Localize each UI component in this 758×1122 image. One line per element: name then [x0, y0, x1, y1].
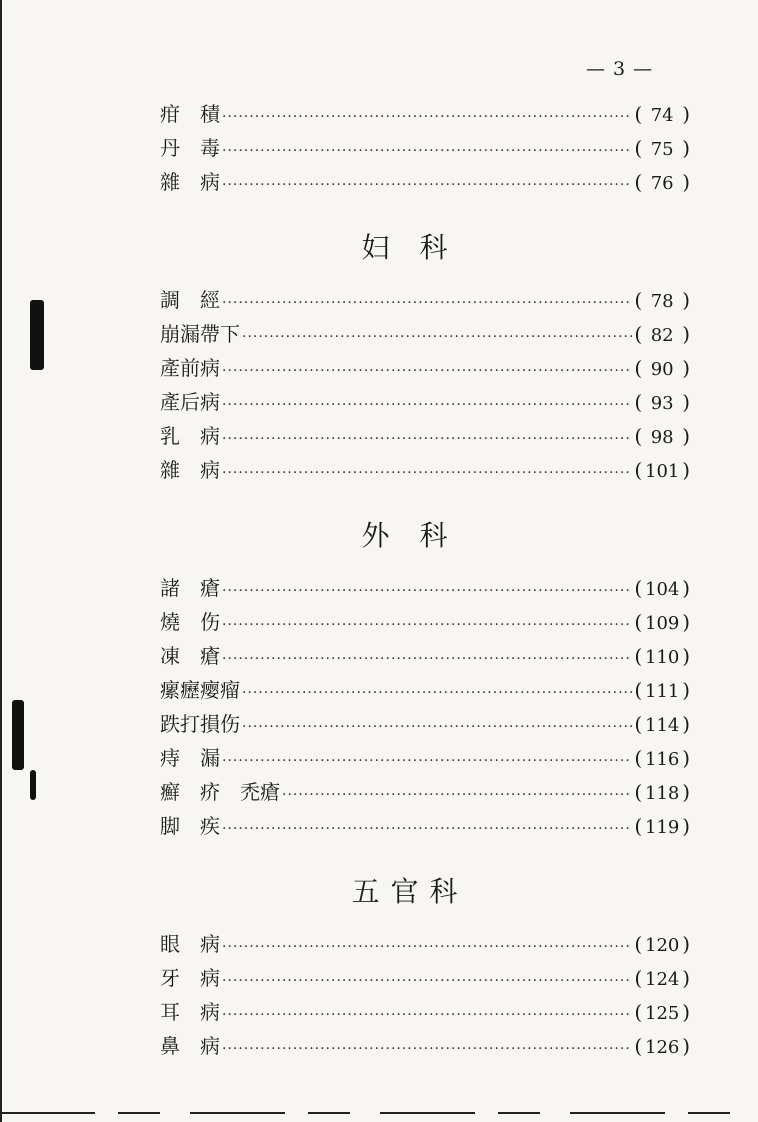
- toc-entry: [160, 132, 690, 166]
- entry-page: ( 116 ): [634, 746, 690, 770]
- leader-dots: [222, 617, 632, 633]
- leader-dots: [222, 177, 632, 193]
- leader-dots: [222, 973, 632, 989]
- entry-label: 雜 病: [160, 170, 220, 194]
- entry-page: ( 126 ): [634, 1034, 690, 1058]
- scan-edge-bottom: [0, 1112, 758, 1114]
- entry-label: 產后病: [160, 390, 220, 414]
- toc-entry: [160, 284, 690, 318]
- leader-dots: [222, 295, 632, 311]
- entry-page: ( 75 ): [634, 136, 690, 160]
- toc-entry: [160, 352, 690, 386]
- entry-page: ( 93 ): [634, 390, 690, 414]
- toc-section: [160, 226, 690, 488]
- entry-label: 脚 疾: [160, 814, 220, 838]
- toc-entry: [160, 98, 690, 132]
- table-of-contents: [160, 98, 690, 1064]
- entry-label: 耳 病: [160, 1000, 220, 1024]
- entry-label: 產前病: [160, 356, 220, 380]
- leader-dots: [222, 821, 632, 837]
- toc-section: [160, 514, 690, 844]
- toc-entry: [160, 166, 690, 200]
- toc-entry: [160, 928, 690, 962]
- toc-entry: [160, 962, 690, 996]
- entry-page: ( 124 ): [634, 966, 690, 990]
- entry-label: 疳 積: [160, 102, 220, 126]
- leader-dots: [222, 651, 632, 667]
- entry-page: ( 119 ): [634, 814, 690, 838]
- entry-label: 乳 病: [160, 424, 220, 448]
- entry-page: ( 114 ): [634, 712, 690, 736]
- entry-page: ( 109 ): [634, 610, 690, 634]
- page-number: — 3 —: [586, 58, 654, 80]
- leader-dots: [222, 1041, 632, 1057]
- entry-page: ( 101 ): [634, 458, 690, 482]
- toc-entry: [160, 454, 690, 488]
- entry-label: 凍 瘡: [160, 644, 220, 668]
- leader-dots: [222, 143, 632, 159]
- toc-entry: [160, 674, 690, 708]
- toc-entry: [160, 996, 690, 1030]
- leader-dots: [222, 397, 632, 413]
- entry-page: ( 82 ): [634, 322, 690, 346]
- entry-page: ( 120 ): [634, 932, 690, 956]
- leader-dots: [282, 787, 632, 803]
- toc-entry: [160, 640, 690, 674]
- entry-label: 丹 毒: [160, 136, 220, 160]
- toc-entry: [160, 708, 690, 742]
- leader-dots: [222, 465, 632, 481]
- entry-page: ( 90 ): [634, 356, 690, 380]
- toc-entry: [160, 318, 690, 352]
- toc-entry: [160, 386, 690, 420]
- entry-label: 牙 病: [160, 966, 220, 990]
- toc-entry: [160, 606, 690, 640]
- toc-entry: [160, 742, 690, 776]
- leader-dots: [222, 939, 632, 955]
- toc-entry: [160, 1030, 690, 1064]
- leader-dots: [222, 431, 632, 447]
- entry-page: ( 125 ): [634, 1000, 690, 1024]
- scan-edge-left: [0, 0, 2, 1122]
- entry-page: ( 111 ): [634, 678, 690, 702]
- toc-section: [160, 98, 690, 200]
- entry-label: 諸 瘡: [160, 576, 220, 600]
- toc-entry: [160, 810, 690, 844]
- entry-page: ( 78 ): [634, 288, 690, 312]
- entry-label: 痔 漏: [160, 746, 220, 770]
- entry-label: 燒 伤: [160, 610, 220, 634]
- leader-dots: [242, 329, 632, 345]
- leader-dots: [242, 719, 632, 735]
- toc-entry: [160, 776, 690, 810]
- entry-label: 調 經: [160, 288, 220, 312]
- entry-label: 眼 病: [160, 932, 220, 956]
- scan-smudge: [30, 300, 44, 370]
- section-title: 五 官 科: [351, 875, 459, 908]
- section-title: 外 科: [361, 519, 449, 552]
- leader-dots: [222, 1007, 632, 1023]
- leader-dots: [222, 583, 632, 599]
- entry-page: ( 118 ): [634, 780, 690, 804]
- entry-page: ( 76 ): [634, 170, 690, 194]
- scan-smudge: [12, 700, 24, 770]
- entry-label: 雜 病: [160, 458, 220, 482]
- toc-section: [160, 870, 690, 1064]
- leader-dots: [222, 363, 632, 379]
- toc-entry: [160, 420, 690, 454]
- leader-dots: [242, 685, 632, 701]
- toc-entry: [160, 572, 690, 606]
- entry-page: ( 110 ): [634, 644, 690, 668]
- scan-smudge: [30, 770, 36, 800]
- entry-label: 瘰癧瘿瘤: [160, 678, 240, 702]
- entry-page: ( 98 ): [634, 424, 690, 448]
- entry-page: ( 104 ): [634, 576, 690, 600]
- leader-dots: [222, 753, 632, 769]
- entry-page: ( 74 ): [634, 102, 690, 126]
- section-title: 妇 科: [361, 231, 449, 264]
- entry-label: 崩漏帶下: [160, 322, 240, 346]
- entry-label: 跌打損伤: [160, 712, 240, 736]
- entry-label: 鼻 病: [160, 1034, 220, 1058]
- entry-label: 癬 疥 禿瘡: [160, 780, 280, 804]
- leader-dots: [222, 109, 632, 125]
